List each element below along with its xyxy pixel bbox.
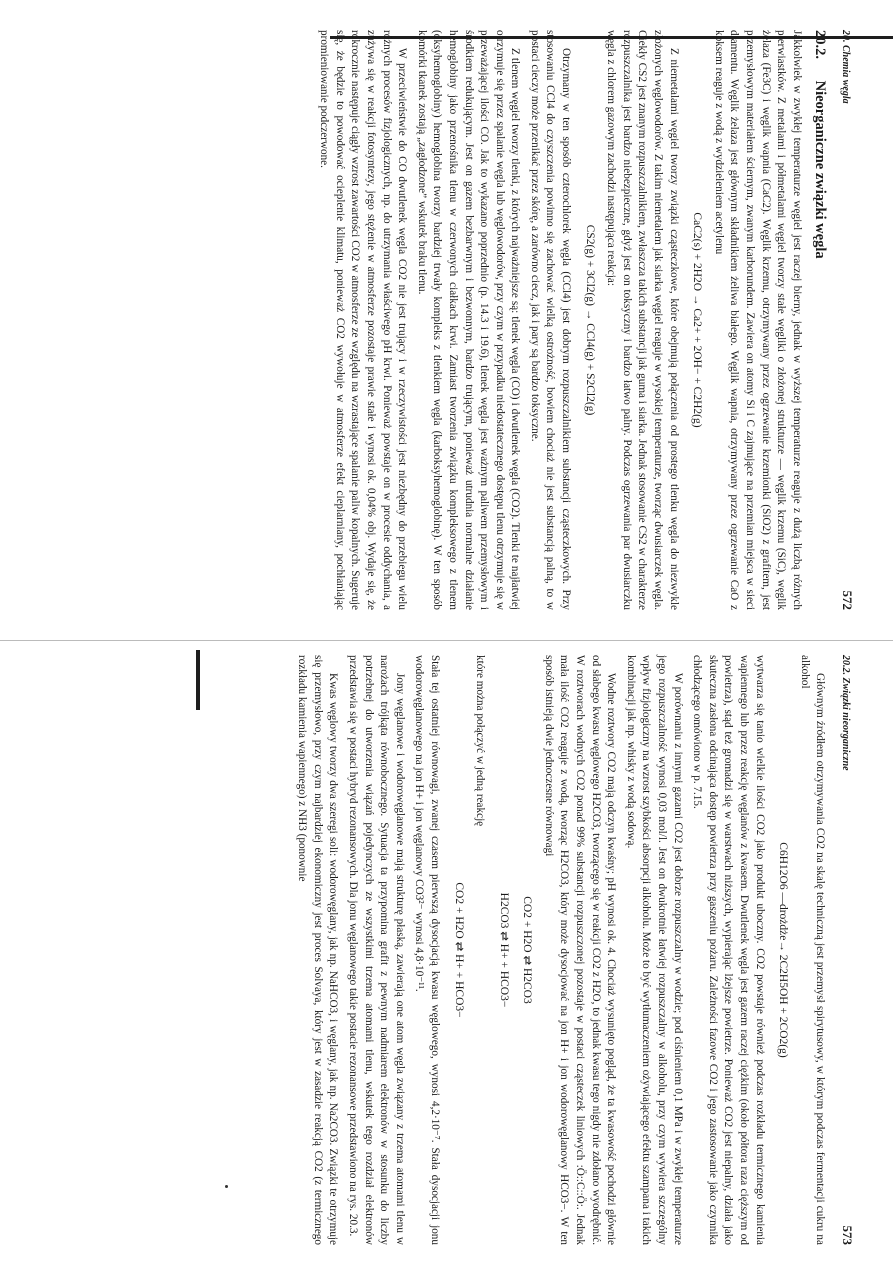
equation: H2CO3 ⇄ H+ + HCO3−	[497, 892, 510, 1008]
paragraph: wytwarza się tanio wielkie ilości CO2 jako produkt uboczny. CO2 powstaje również podczas rozkładu termicznego kamienia wapiennego lub przez reakcję węglanów z kwasem. Dwutlenek węgla jest gazem raczej ciężkim (około półtora raza cięższym od powietrza), stąd też gromadzi się w warstwach niższych, wypierając lżejsze powietrze. Ponieważ CO2 jest niepalny, działa jako skuteczna zasłona odcinająca dostęp powietrza przy gaszeniu pożaru. Zależności fazowe CO2 i jego zastosowanie jako czynnika chłodzącego omówiono w p. 7.15.	[691, 655, 766, 1245]
paragraph: Z tlenem węgiel tworzy tlenki, z których najważniejsze są: tlenek węgla (CO) i dwutlenek węgla (CO2). Tlenki te najłatwiej otrzymuje się przez spalanie węgla lub węglowodorów, przy czym w przypadku niedostatecznego dostępu tlenu otrzymuje się w przeważającej ilości CO. Jak to wykazano poprzednio (p. 14.3 i 19.6), tlenek węgla jest ważnym paliwem przemysłowym i środkiem redukującym. Jest on gazem bezbarwnym i bezwonnym, bardzo trującym, ponieważ utrudnia normalne działanie hemoglobiny jako przenośnika tlenu w czerwonych ciałkach krwi. Zamiast tworzenia związku kompleksowego z tlenem (oksyhemoglobiny) hemoglobina tworzy bardziej trwały kompleks z tlenkiem węgla (karboksyhemoglobinę). W ten sposób komórki tkanek zostają „zagłodzone” wskutek braku tlenu.	[415, 30, 522, 610]
running-head-title: 20.2. Związki nieorganiczne	[840, 655, 851, 771]
paragraph: W porównaniu z innymi gazami CO2 jest dobrze rozpuszczalny w wodzie; pod ciśnieniem 0,1 MPa i w zwykłej temperaturze jego rozpuszczalność wynosi 0,03 mol/l. Jest on dwukrotnie łatwiej rozpuszczalny w alkoholu, przy czym wywiera szczególny wpływ fizjologiczny na wzrost szybkości absorpcji alkoholu. Może to być wytłumaczeniem ożywiającego efektu szampana i takich kombinacji jak np. whisky z wodą sodową.	[624, 655, 684, 1245]
running-head	[837, 30, 855, 610]
paragraph: Wodne roztwory CO2 mają odczyn kwaśny; pH wynosi ok. 4. Chociaż wysunięto pogląd, że ta kwasowość pochodzi głównie od słabego kwasu węglowego H2CO3, tworzącego się w reakcji CO2 z H2O, to jednak kwasu tego nigdy nie zdołano wyodrębnić. W roztworach wodnych CO2 ponad 99% substancji rozpuszczonej pozostaje w postaci cząsteczek liniowych :Ö::C::Ö:. Jednak mała ilość CO2 reaguje z wodą, tworząc H2CO3, który może dysocjować na jon H+ i jon wodorowęglanowy HCO3−. W ten sposób istnieją dwie jednoczesne równowagi	[542, 655, 618, 1245]
paragraph: Głównym źródłem otrzymywania CO2 na skalę techniczną jest przemysł spirytusowy, w którym podczas fermentacji cukru na alkohol	[798, 655, 827, 1245]
equation: CaC2(s) + 2H2O → Ca2+ + 2OH− + C2H2(g)	[691, 212, 704, 428]
page-number: 572	[840, 590, 855, 610]
page-number: 573	[840, 1225, 855, 1245]
running-head-title: 20. Chemia węgla	[840, 30, 851, 104]
paragraph: Stała tej ostatniej równowagi, zwanej czasem pierwszą dysocjacją kwasu węglowego, wynosi 4,2·10⁻⁷. Stała dysocjacji jonu wodorowęglanowego na jon H+ i jon węglanowy CO3²⁻ wynosi 4,8·10⁻¹¹.	[413, 655, 441, 1245]
paragraph: Otrzymany w ten sposób czterochlorek węgla (CCl4) jest dobrym rozpuszczalnikiem substancji cząsteczkowych. Przy stosowaniu CCl4 do czyszczenia powinno się zachować wielką ostrożność, bowiem chociaż nie jest substancją palną, to w postaci cieczy może przenikać przez skórę, a zarówno ciecz, jak i pary są bardzo toksyczne.	[528, 30, 573, 610]
paragraph: Kwas węglowy tworzy dwa szeregi soli: wodorowęglany, jak np. NaHCO3, i węglany, jak np. Na2CO3. Związki te otrzymuje się przemysłowo, przy czym najbardziej ekonomiczny jest proces Solvaya, który jest w zasadzie reakcją CO2 (z termicznego rozkładu kamienia wapiennego) z NH3 (ponownie	[296, 655, 340, 1245]
paragraph: Jakkolwiek w zwykłej temperaturze węgiel jest raczej bierny, jednak w wyższej temperaturze reaguje z dużą liczbą różnych pierwiastków. Z metalami i półmetalami węgiel tworzy stałe węgliki o złożonej strukturze — węglik krzemu (SiC), węglik żelaza (Fe3C) i węglik wapnia (CaC2). Węglik krzemu, otrzymywany przez ogrzewanie krzemionki (SiO2) z grafitem, jest przemysłowym materiałem ściernym, zwanym karborundem. Zawiera on atomy Si i C zajmujące na przemian miejsca w sieci diamentu. Węglik żelaza jest głównym składnikiem żeliwa białego. Węglik wapnia, otrzymywany przez ogrzewanie CaO z koksem reaguje z wodą z wydzieleniem acetylenu	[712, 30, 803, 610]
paragraph: które można połączyć w jedną reakcję	[474, 655, 487, 827]
equation: CO2 + H2O ⇄ H+ + HCO3−	[452, 882, 465, 1018]
paragraph: Jony węglanowe i wodorowęglanowe mają strukturę płaską, zawierają one atom węgla związany z trzema atomami tlenu w narożach trójkąta równobocznego. Sytuacja ta przypomina grafit z pewnym nadmiarem elektronów w stosunku do liczby potrzebnej do utworzenia wiązań pojedynczych ze wszystkimi trzema atomami tlenu, wskutek tego rozdział elektronów przedstawia się w postaci hybryd rezonansowych. Dla jonu węglanowego takie postacie rezonansowe przedstawiono na rys. 20.3.	[346, 655, 406, 1245]
equation: CS2(g) + 3Cl2(g) → CCl4(g) + S2Cl2(g)	[583, 224, 596, 416]
page-572	[95, 30, 855, 610]
page-573	[95, 655, 855, 1245]
equation: CO2 + H2O ⇄ H2CO3	[521, 896, 534, 1004]
page-gutter	[0, 640, 893, 641]
running-head	[837, 655, 855, 1245]
section-title: Nieorganiczne związki węgla	[812, 80, 829, 259]
equation: C6H12O6 —drożdże→ 2C2H5OH + 2CO2(g)	[777, 842, 790, 1058]
paragraph: Z niemetalami węgiel tworzy związki cząsteczkowe, które obejmują połączenia od prostego tlenku węgla do niezwykle złożonych węglowodorów. Z takim niemetalem jak siarka węgiel reaguje w wysokiej temperaturze, tworząc dwusiarczek węgla. Ciekły CS2 jest znanym rozpuszczalnikiem, zwłaszcza takich substancji jak guma i siarka. Jednak stosowanie CS2 w charakterze rozpuszczalnika jest bardzo niebezpieczne, gdyż jest on toksyczny i bardzo łatwo palny. Podczas ogrzewania par dwusiarczku węgla z chlorem gazowym zachodzi następująca reakcja:	[605, 30, 680, 610]
section-number: 20.2.	[812, 30, 829, 59]
paragraph: W przeciwieństwie do CO dwutlenek węgla CO2 nie jest trujący i w rzeczywistości jest niezbędny do przebiegu wielu różnych procesów fizjologicznych, np. do utrzymania właściwego pH krwi. Ponieważ powstaje on w procesie oddychania, a zużywa się w reakcji fotosyntezy, jego stężenie w atmosferze pozostaje prawie stałe i wynosi ok. 0,04% obj. Wydaje się, że rokrocznie następuje ciągły wzrost zawartości CO2 w atmosferze ze względu na wzrastające spalanie paliw kopalnych. Sugeruje się, że będzie to powodować ocieplenie klimatu, ponieważ CO2 wywołuje w atmosferze efekt cieplarniany, pochłaniając promieniowanie podczerwone.	[318, 30, 409, 610]
section-heading	[812, 30, 828, 610]
